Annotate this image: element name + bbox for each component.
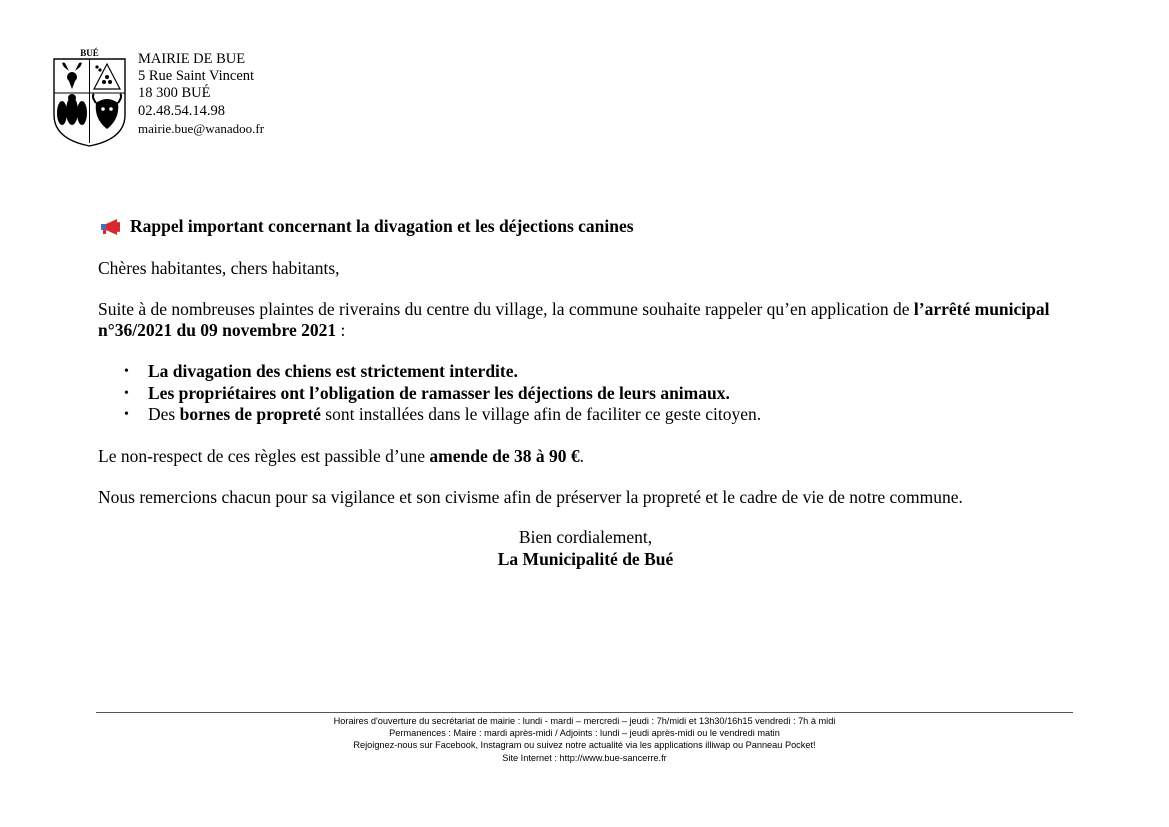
arrete-reference: l’arrêté municipal n°36/2021 du 09 novembre 2021 bbox=[98, 299, 1050, 340]
crest-label: BUÉ bbox=[80, 48, 99, 58]
closing-block bbox=[98, 526, 1073, 570]
notice-title bbox=[98, 216, 1073, 237]
thanks-paragraph: Nous remercions chacun pour sa vigilance et son civisme afin de préserver la propreté et le cadre de vie de notre commune. bbox=[98, 486, 963, 507]
coat-of-arms-logo bbox=[52, 47, 127, 147]
notice-title-text: Rappel important concernant la divagation et les déjections canines bbox=[130, 216, 634, 236]
intro-paragraph bbox=[98, 299, 1073, 341]
intro-text: Suite à de nombreuses plaintes de riverains du centre du village, la commune souhaite rappeler qu’en application de bbox=[98, 299, 914, 319]
footer-hours: Horaires d'ouverture du secrétariat de mairie : lundi - mardi – mercredi – jeudi : 7h/midi et 13h30/16h15 vendredi : 7h à midi bbox=[333, 716, 836, 726]
mairie-name: MAIRIE DE BUE bbox=[138, 51, 246, 67]
intro-end: : bbox=[336, 320, 346, 340]
footer-permanences: Permanences : Maire : mardi après-midi / Adjoints : lundi – jeudi après-midi ou le vendredi matin bbox=[389, 728, 780, 739]
email-address: mairie.bue@wanadoo.fr bbox=[138, 120, 265, 136]
fine-amount: amende de 38 à 90 € bbox=[429, 445, 580, 466]
letterhead-address bbox=[138, 51, 264, 137]
rule-bornes-bold: bornes de propreté bbox=[179, 404, 321, 424]
footer bbox=[96, 715, 1073, 764]
rules-list bbox=[98, 361, 1073, 426]
fine-pre: Le non-respect de ces règles est passible d’une bbox=[98, 445, 430, 466]
rule-bornes-pre: Des bbox=[148, 404, 180, 424]
fine-post: . bbox=[579, 445, 584, 466]
closing-salutation: Bien cordialement, bbox=[518, 526, 653, 547]
footer-divider bbox=[96, 712, 1073, 713]
fine-paragraph bbox=[98, 446, 1073, 467]
rule-ramassage: Les propriétaires ont l’obligation de ramasser les déjections de leurs animaux. bbox=[148, 382, 730, 403]
rule-divagation: La divagation des chiens est strictement interdite. bbox=[148, 361, 518, 381]
footer-website: Site Internet : http://www.bue-sancerre.fr bbox=[502, 752, 667, 763]
phone-number: 02.48.54.14.98 bbox=[138, 102, 225, 119]
signature-text: La Municipalité de Bué bbox=[497, 548, 674, 569]
footer-social: Rejoignez-nous sur Facebook, Instagram ou suivez notre actualité via les applications illiwap ou Panneau Pocket! bbox=[353, 740, 816, 751]
rule-bornes-post: sont installées dans le village afin de faciliter ce geste citoyen. bbox=[320, 404, 762, 424]
address-city: 18 300 BUÉ bbox=[138, 85, 211, 102]
signature bbox=[98, 548, 1073, 570]
greeting: Chères habitantes, chers habitants, bbox=[98, 258, 340, 278]
address-street: 5 Rue Saint Vincent bbox=[138, 68, 255, 85]
list-item bbox=[148, 383, 1073, 405]
list-item bbox=[148, 404, 1073, 426]
list-item bbox=[148, 361, 1073, 383]
notice-body bbox=[98, 216, 1073, 570]
megaphone-icon bbox=[100, 218, 122, 236]
